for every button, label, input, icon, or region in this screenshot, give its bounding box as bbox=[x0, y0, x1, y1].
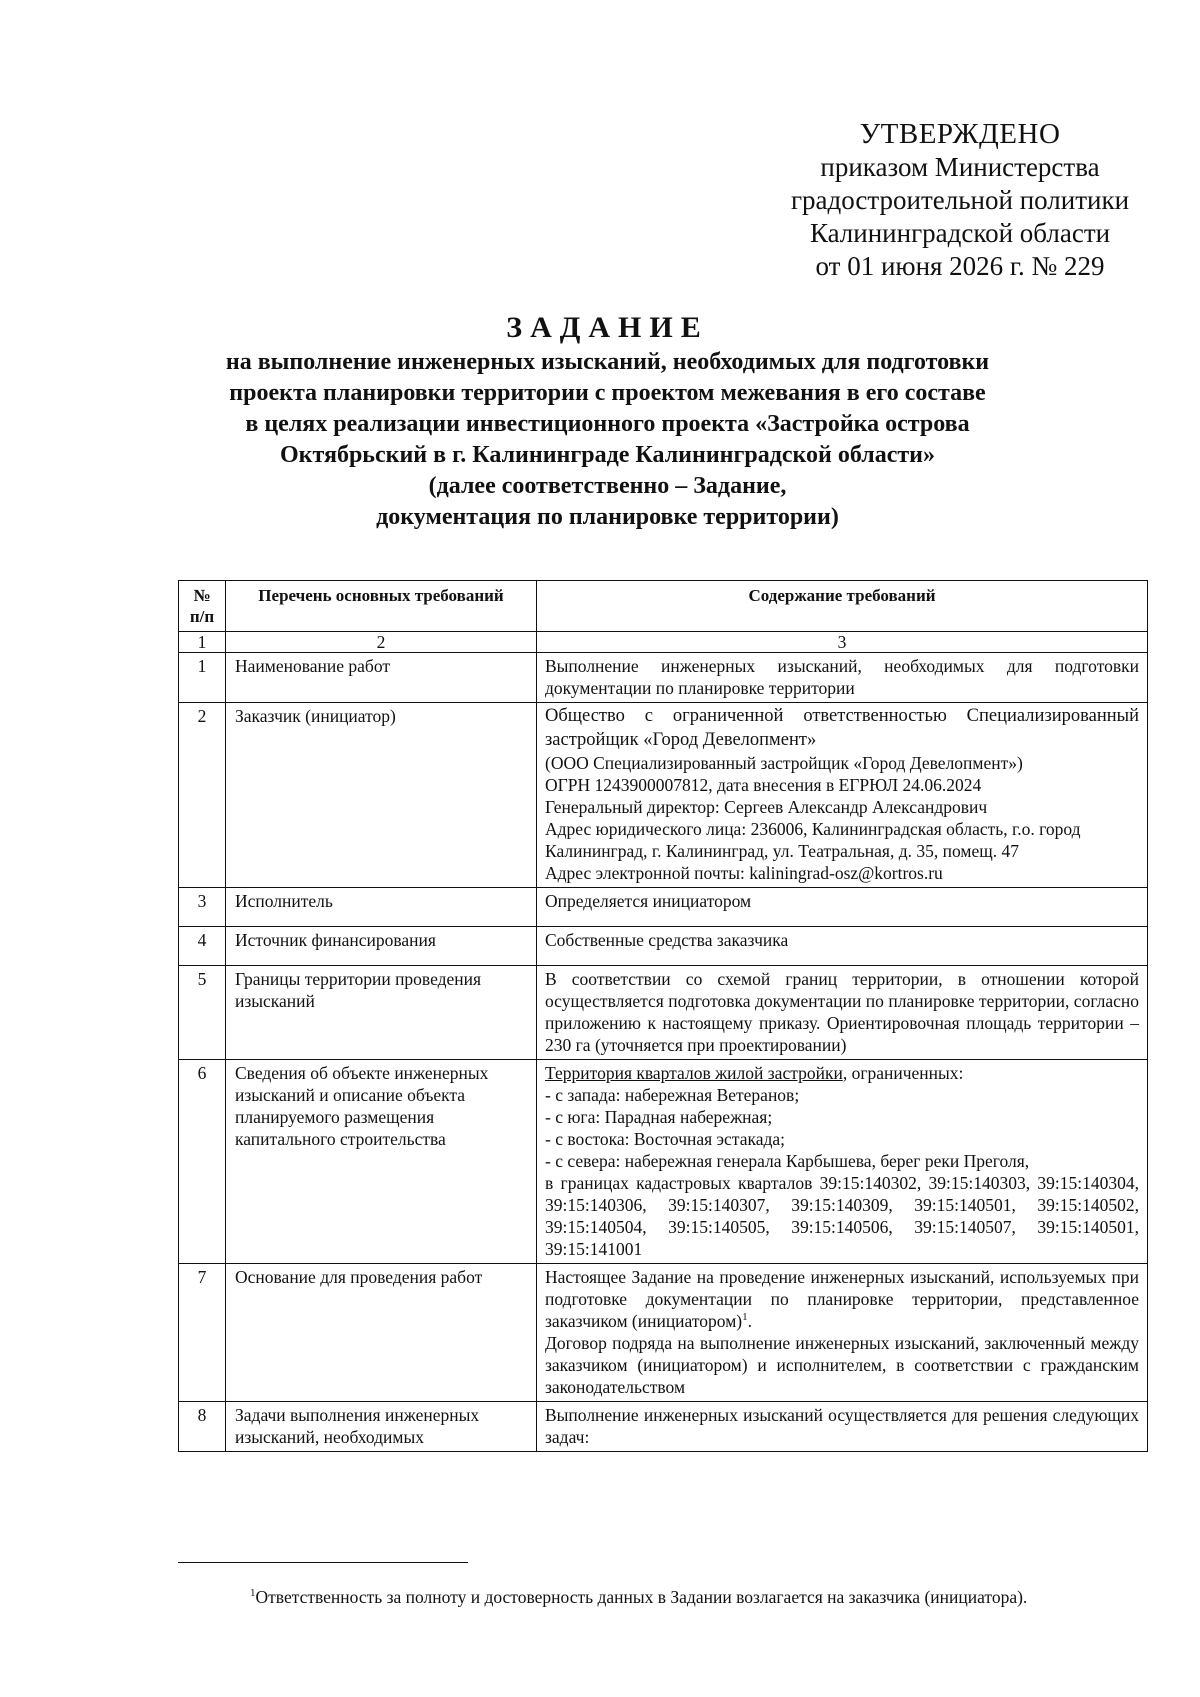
requirements-table bbox=[178, 580, 1148, 1452]
table-row bbox=[179, 703, 1148, 888]
document-title bbox=[160, 312, 1055, 533]
title-line: в целях реализации инвестиционного проекта «Застройка острова bbox=[245, 411, 970, 437]
approval-heading: УТВЕРЖДЕНО bbox=[859, 118, 1061, 150]
row-content bbox=[537, 653, 1148, 703]
title-line: проекта планировки территории с проектом межевания в его составе bbox=[229, 380, 986, 406]
content-paragraph: ОГРН 1243900007812, дата внесения в ЕГРЮЛ 24.06.2024 bbox=[545, 775, 982, 795]
footnote bbox=[250, 1586, 1160, 1608]
content-paragraph: Выполнение инженерных изысканий, необходимых для подготовки документации по планировке территории bbox=[545, 656, 1139, 698]
table-index-row bbox=[179, 632, 1148, 653]
footnote-mark: 1 bbox=[742, 1311, 748, 1324]
content-paragraph bbox=[545, 1062, 1139, 1084]
row-content bbox=[537, 1264, 1148, 1402]
content-paragraph: Собственные средства заказчика bbox=[545, 930, 789, 950]
content-paragraph bbox=[545, 1266, 1139, 1332]
content-paragraph: Генеральный директор: Сергеев Александр Александрович bbox=[545, 797, 988, 817]
row-num: 3 bbox=[179, 888, 226, 927]
footnote-text: Ответственность за полноту и достоверность данных в Задании возлагается на заказчика (инициатора). bbox=[255, 1587, 1028, 1607]
content-paragraph: Выполнение инженерных изысканий осуществляется для решения следующих задач: bbox=[545, 1405, 1139, 1447]
row-name: Границы территории проведения изысканий bbox=[226, 966, 537, 1060]
footnote-separator bbox=[178, 1562, 468, 1563]
approval-date-number: от 01 июня 2026 г. № 229 bbox=[815, 251, 1105, 281]
content-paragraph: Договор подряда на выполнение инженерных изысканий, заключенный между заказчиком (инициатором) и исполнителем, в соответствии с гражданским законодательством bbox=[545, 1333, 1139, 1397]
approval-line: градостроительной политики bbox=[790, 185, 1130, 215]
approval-line: Калининградской области bbox=[809, 218, 1111, 248]
index-cell: 1 bbox=[179, 632, 226, 653]
title-line: (далее соответственно – Задание, bbox=[428, 473, 787, 499]
row-num: 8 bbox=[179, 1402, 226, 1452]
row-content bbox=[537, 888, 1148, 927]
content-text: , ограниченных: bbox=[842, 1063, 964, 1083]
content-paragraph: в границах кадастровых кварталов 39:15:140302, 39:15:140303, 39:15:140304, 39:15:140306, 39:15:140307, 39:15:140309, 39:15:140501, 39:15:140502, 39:15:140504, 39:15:140505, 39:15:140506, 39:15:140507, 39:15:140501, 39:15:141001 bbox=[545, 1173, 1139, 1259]
title-line: Октябрьский в г. Калининграде Калининградской области» bbox=[280, 442, 935, 468]
row-name: Заказчик (инициатор) bbox=[226, 703, 537, 888]
table-row bbox=[179, 927, 1148, 966]
row-content bbox=[537, 966, 1148, 1060]
title-line: документация по планировке территории) bbox=[376, 504, 839, 530]
content-paragraph: - с запада: набережная Ветеранов; bbox=[545, 1085, 800, 1105]
row-num: 6 bbox=[179, 1060, 226, 1264]
row-name: Наименование работ bbox=[226, 653, 537, 703]
content-paragraph: Общество с ограниченной ответственностью Специализированный застройщик «Город Девелопмент» bbox=[545, 706, 1139, 750]
row-name: Сведения об объекте инженерных изысканий и описание объекта планируемого размещения капитального строительства bbox=[226, 1060, 537, 1264]
content-paragraph: Адрес электронной почты: kaliningrad-osz@kortros.ru bbox=[545, 863, 943, 883]
content-text: Настоящее Задание на проведение инженерных изысканий, используемых при подготовке документации по планировке территории, представленное заказчиком (инициатором) bbox=[545, 1267, 1139, 1331]
underlined-text: Территория кварталов жилой застройки bbox=[545, 1063, 843, 1083]
table-row bbox=[179, 1402, 1148, 1452]
row-num: 5 bbox=[179, 966, 226, 1060]
content-text: . bbox=[747, 1311, 752, 1331]
content-paragraph: - с юга: Парадная набережная; bbox=[545, 1107, 773, 1127]
row-num: 4 bbox=[179, 927, 226, 966]
row-name: Основание для проведения работ bbox=[226, 1264, 537, 1402]
row-name: Исполнитель bbox=[226, 888, 537, 927]
approval-line: приказом Министерства bbox=[820, 152, 1100, 182]
row-num: 1 bbox=[179, 653, 226, 703]
index-cell: 3 bbox=[537, 632, 1148, 653]
header-num: № п/п bbox=[179, 581, 226, 632]
header-name: Перечень основных требований bbox=[226, 581, 537, 632]
title-line: на выполнение инженерных изысканий, необходимых для подготовки bbox=[225, 349, 990, 375]
row-name: Источник финансирования bbox=[226, 927, 537, 966]
title-main: ЗАДАНИЕ bbox=[506, 311, 709, 344]
row-content bbox=[537, 927, 1148, 966]
table-row bbox=[179, 1264, 1148, 1402]
row-num: 2 bbox=[179, 703, 226, 888]
content-paragraph: Определяется инициатором bbox=[545, 891, 752, 911]
table-row bbox=[179, 888, 1148, 927]
footnote-mark: 1 bbox=[250, 1587, 256, 1600]
row-content bbox=[537, 1060, 1148, 1264]
row-content bbox=[537, 703, 1148, 888]
content-paragraph: В соответствии со схемой границ территории, в отношении которой осуществляется подготовка документации по планировке территории, согласно приложению к настоящему приказу. Ориентировочная площадь территории – 230 га (уточняется при проектировании) bbox=[545, 969, 1139, 1055]
content-paragraph: Адрес юридического лица: 236006, Калининградская область, г.о. город Калининград, г. Калининград, ул. Театральная, д. 35, помещ. 47 bbox=[545, 819, 1081, 861]
content-paragraph: (ООО Специализированный застройщик «Город Девелопмент») bbox=[545, 753, 1023, 773]
table-row bbox=[179, 966, 1148, 1060]
row-name: Задачи выполнения инженерных изысканий, необходимых bbox=[226, 1402, 537, 1452]
index-cell: 2 bbox=[226, 632, 537, 653]
table-row bbox=[179, 1060, 1148, 1264]
approval-stamp bbox=[760, 118, 1160, 283]
header-content: Содержание требований bbox=[537, 581, 1148, 632]
content-paragraph: - с севера: набережная генерала Карбышева, берег реки Преголя, bbox=[545, 1151, 1030, 1171]
table-row bbox=[179, 653, 1148, 703]
content-paragraph: - с востока: Восточная эстакада; bbox=[545, 1129, 785, 1149]
row-num: 7 bbox=[179, 1264, 226, 1402]
table-header-row bbox=[179, 581, 1148, 632]
row-content bbox=[537, 1402, 1148, 1452]
